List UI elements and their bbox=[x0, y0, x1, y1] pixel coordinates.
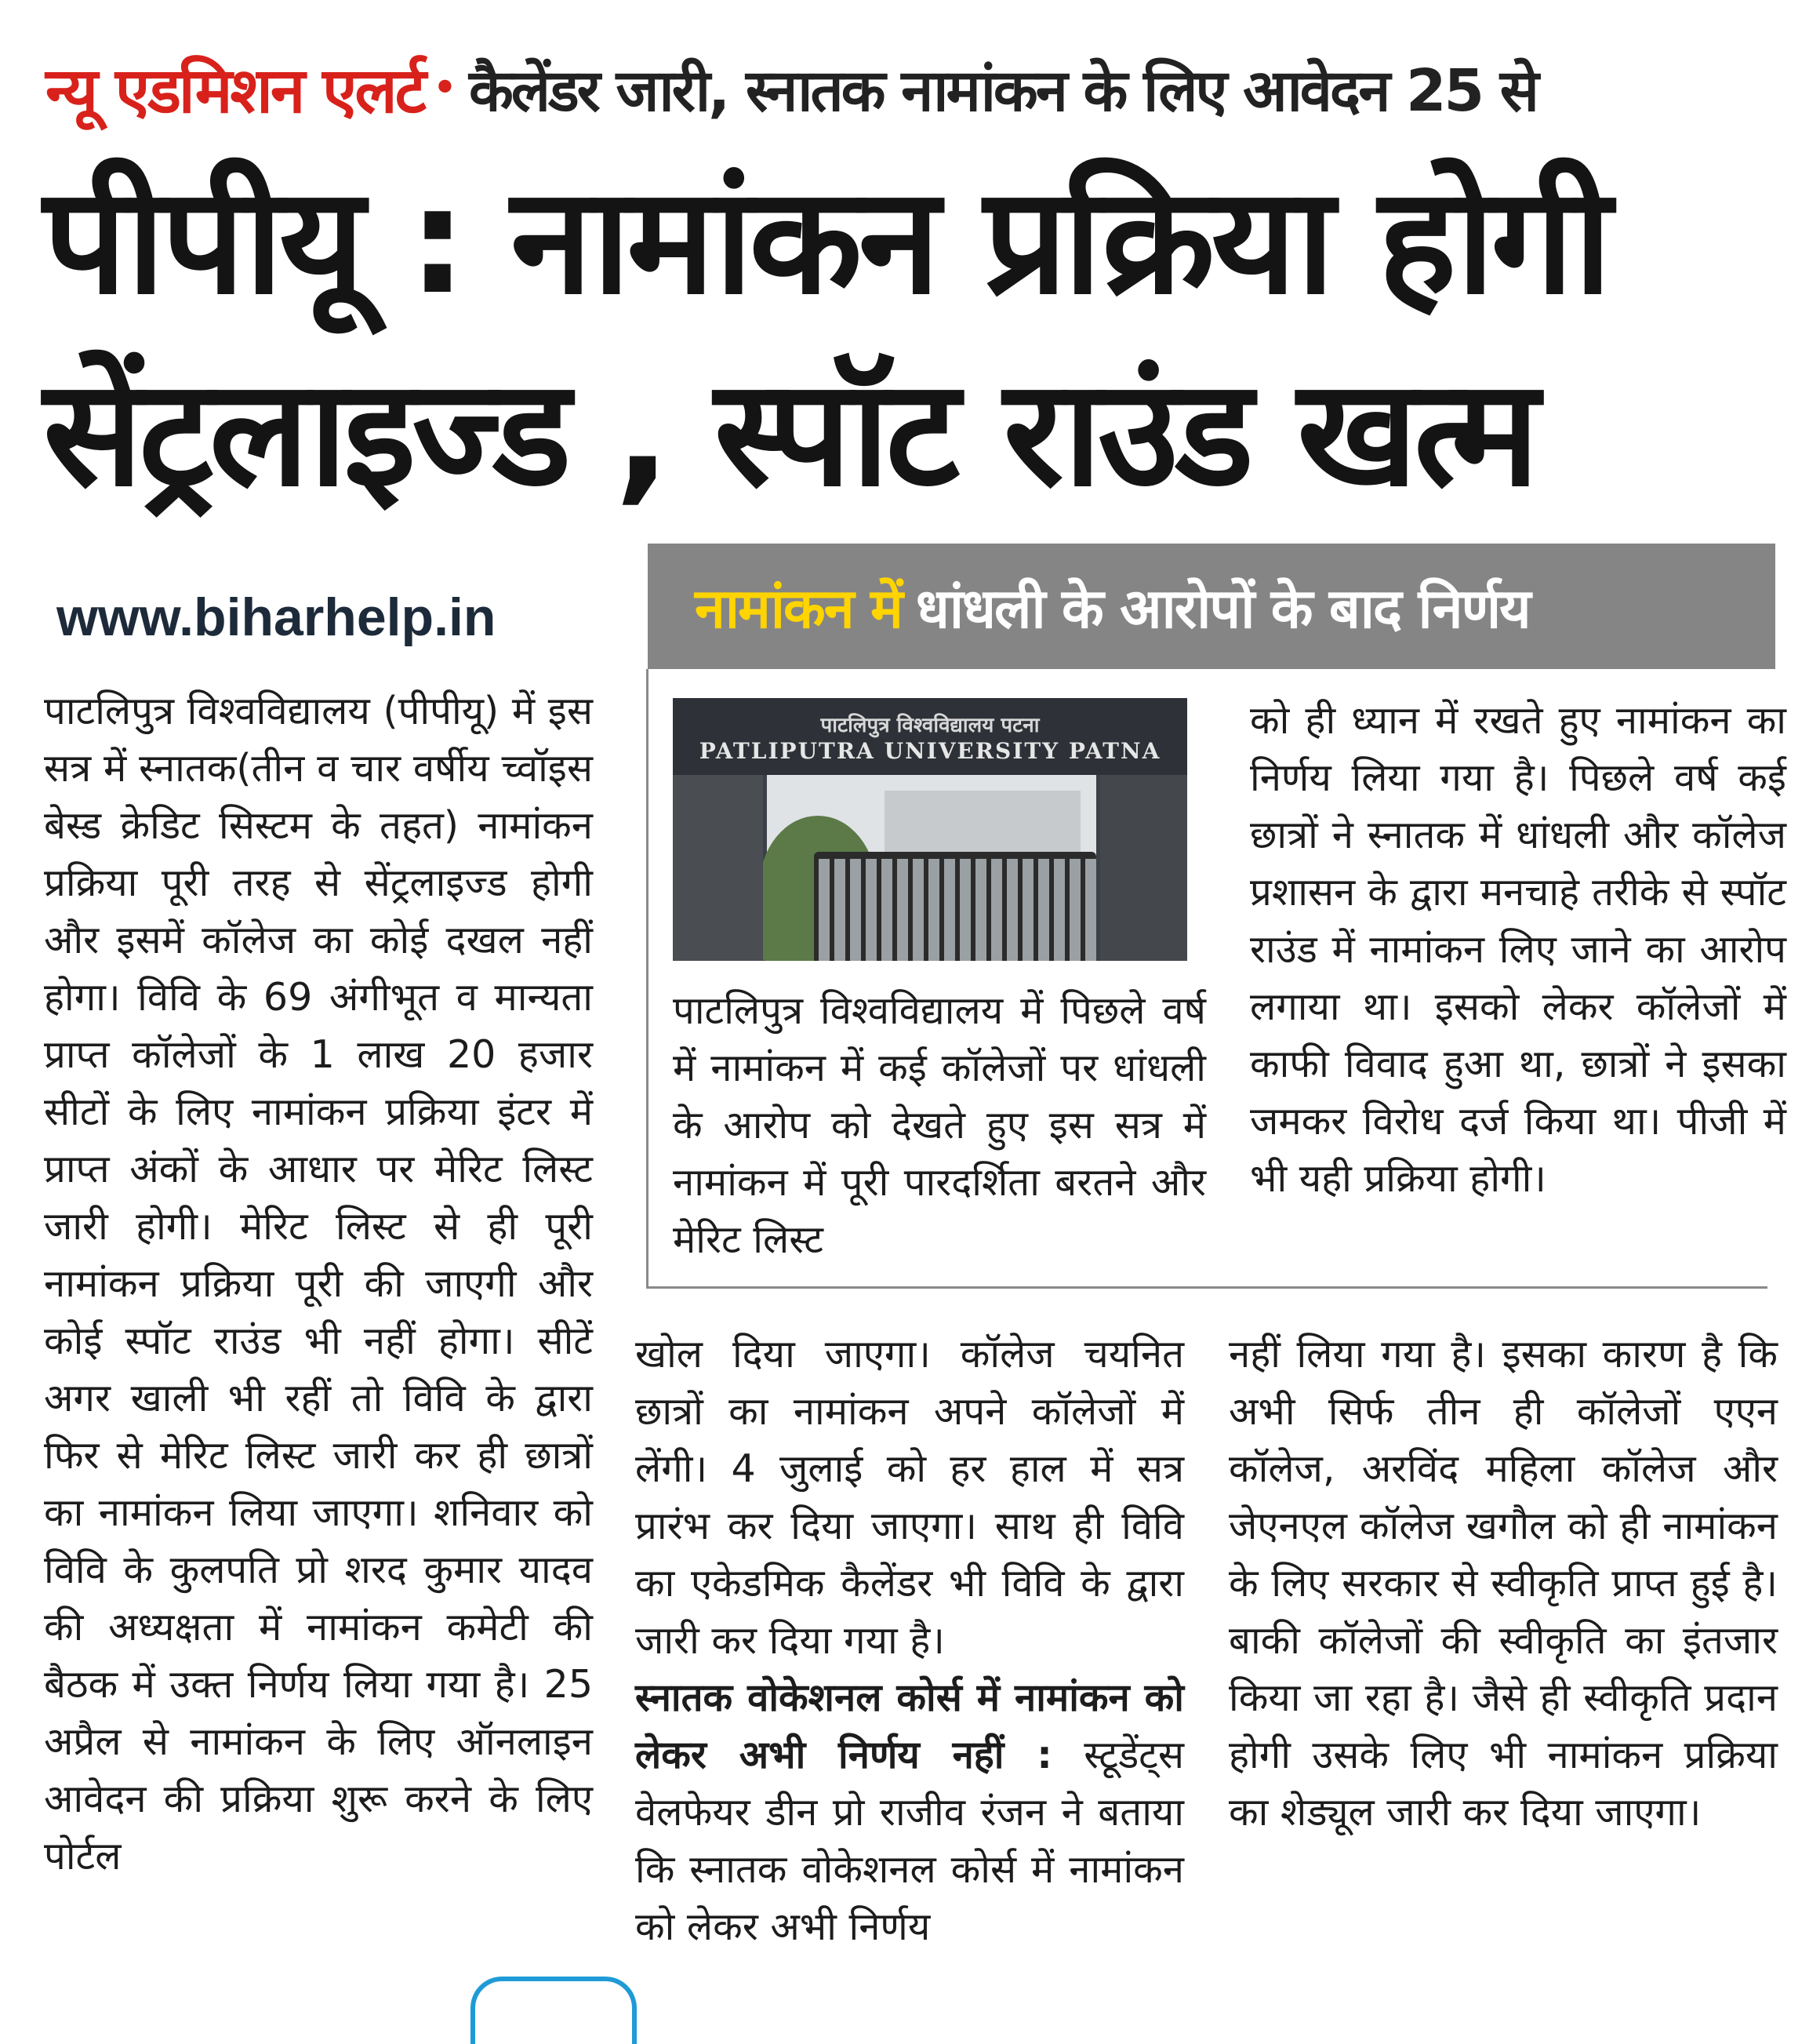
article-column-2 bbox=[635, 1326, 1184, 1955]
headline-line-2: सेंट्रलाइज्ड , स्पॉट राउंड खत्म bbox=[43, 347, 1536, 519]
column-3-text: नहीं लिया गया है। इसका कारण है कि अभी सिर्फ तीन ही कॉलेजों एएन कॉलेज, अरविंद महिला कॉलेज और जेएनएल कॉलेज खगौल को ही नामांकन के लिए सरकार से स्वीकृति प्राप्त हुई है। बाकी कॉलेजों की स्वीकृति का इंतजार किया जा रहा है। जैसे ही स्वीकृति प्रदान होगी उसके लिए भी नामांकन प्रक्रिया का शेड्यूल जारी कर दिया जाएगा। bbox=[1229, 1332, 1778, 1835]
website-watermark: www.biharhelp.in bbox=[56, 587, 496, 647]
university-gate-photo bbox=[673, 698, 1187, 961]
kicker bbox=[45, 41, 1786, 135]
article-column-1 bbox=[44, 682, 593, 1885]
subheadline-highlight: नामांकन में bbox=[695, 576, 902, 641]
kicker-label: न्यू एडमिशन एलर्ट bbox=[45, 53, 424, 127]
box-right-text: को ही ध्यान में रखते हुए नामांकन का निर्णय लिया गया है। पिछले वर्ष कई छात्रों ने स्नातक में धांधली और कॉलेज प्रशासन के द्वारा मनचाहे तरीके से स्पॉट राउंड में नामांकन लिए जाने का आरोप लगाया था। इसको लेकर कॉलेजों में काफी विवाद हुआ था, छात्रों ने इसका जमकर विरोध दर्ज किया था। पीजी में भी यही प्रक्रिया होगी। bbox=[1250, 698, 1786, 1201]
column-2-paragraph-2 bbox=[635, 1669, 1184, 1955]
column-2-paragraph-1: खोल दिया जाएगा। कॉलेज चयनित छात्रों का नामांकन अपने कॉलेजों में लेंगी। 4 जुलाई को हर हाल में सत्र प्रारंभ कर दिया जाएगा। साथ ही विवि का एकेडमिक कैलेंडर भी विवि के द्वारा जारी कर दिया गया है। bbox=[635, 1332, 1184, 1663]
subheadline-banner bbox=[648, 544, 1775, 669]
photo-pillar-right bbox=[1100, 775, 1187, 961]
signboard-hindi: पाटलिपुत्र विश्वविद्यालय पटना bbox=[820, 713, 1040, 737]
signboard-english: PATLIPUTRA UNIVERSITY PATNA bbox=[699, 737, 1161, 764]
photo-signboard bbox=[673, 698, 1187, 775]
kicker-separator: • bbox=[431, 62, 458, 114]
box-border-bottom bbox=[646, 1286, 1767, 1289]
headline bbox=[43, 145, 1792, 529]
kicker-text: कैलेंडर जारी, स्नातक नामांकन के लिए आवेदन 25 से bbox=[468, 56, 1537, 125]
photo-gate bbox=[814, 859, 1096, 961]
decorative-arc bbox=[470, 1977, 637, 2044]
column-1-text: पाटलिपुत्र विश्वविद्यालय (पीपीयू) में इस सत्र में स्नातक(तीन व चार वर्षीय च्वॉइस बेस्ड क्रेडिट सिस्टम के तहत) नामांकन प्रक्रिया पूरी तरह से सेंट्रलाइज्ड होगी और इसमें कॉलेज का कोई दखल नहीं होगा। विवि के 69 अंगीभूत व मान्यता प्राप्त कॉलेजों के 1 लाख 20 हजार सीटों के लिए नामांकन प्रक्रिया इंटर में प्राप्त अंकों के आधार पर मेरिट लिस्ट जारी होगी। मेरिट लिस्ट से ही पूरी नामांकन प्रक्रिया पूरी की जाएगी और कोई स्पॉट राउंड भी नहीं होगा। सीटें अगर खाली भी रहीं तो विवि के द्वारा फिर से मेरिट लिस्ट जारी कर ही छात्रों का नामांकन लिया जाएगा। शनिवार को विवि के कुलपति प्रो शरद कुमार यादव की अध्यक्षता में नामांकन कमेटी की बैठक में उक्त निर्णय लिया गया है। 25 अप्रैल से नामांकन के लिए ऑनलाइन आवेदन की प्रक्रिया शुरू करने के लिए पोर्टल bbox=[44, 689, 593, 1879]
box-column-left bbox=[673, 982, 1206, 1268]
box-border-left bbox=[646, 669, 648, 1289]
photo-pillar-left bbox=[673, 775, 763, 961]
column-2-lead: स्नातक वोकेशनल कोर्स में नामांकन को लेकर अभी निर्णय नहीं : bbox=[635, 1675, 1184, 1777]
headline-line-1: पीपीयू : नामांकन प्रक्रिया होगी bbox=[43, 155, 1608, 327]
box-left-text: पाटलिपुत्र विश्वविद्यालय में पिछले वर्ष में नामांकन में कई कॉलेजों पर धांधली के आरोप को देखते हुए इस सत्र में नामांकन में पूरी पारदर्शिता बरतने और मेरिट लिस्ट bbox=[673, 988, 1206, 1262]
article-column-3 bbox=[1229, 1326, 1778, 1841]
subheadline-text: धांधली के आरोपों के बाद निर्णय bbox=[915, 576, 1530, 641]
box-column-right bbox=[1250, 692, 1786, 1207]
column-2-text: स्टूडेंट्स वेलफेयर डीन प्रो राजीव रंजन ने बताया कि स्नातक वोकेशनल कोर्स में नामांकन को लेकर अभी निर्णय bbox=[635, 1733, 1184, 1949]
